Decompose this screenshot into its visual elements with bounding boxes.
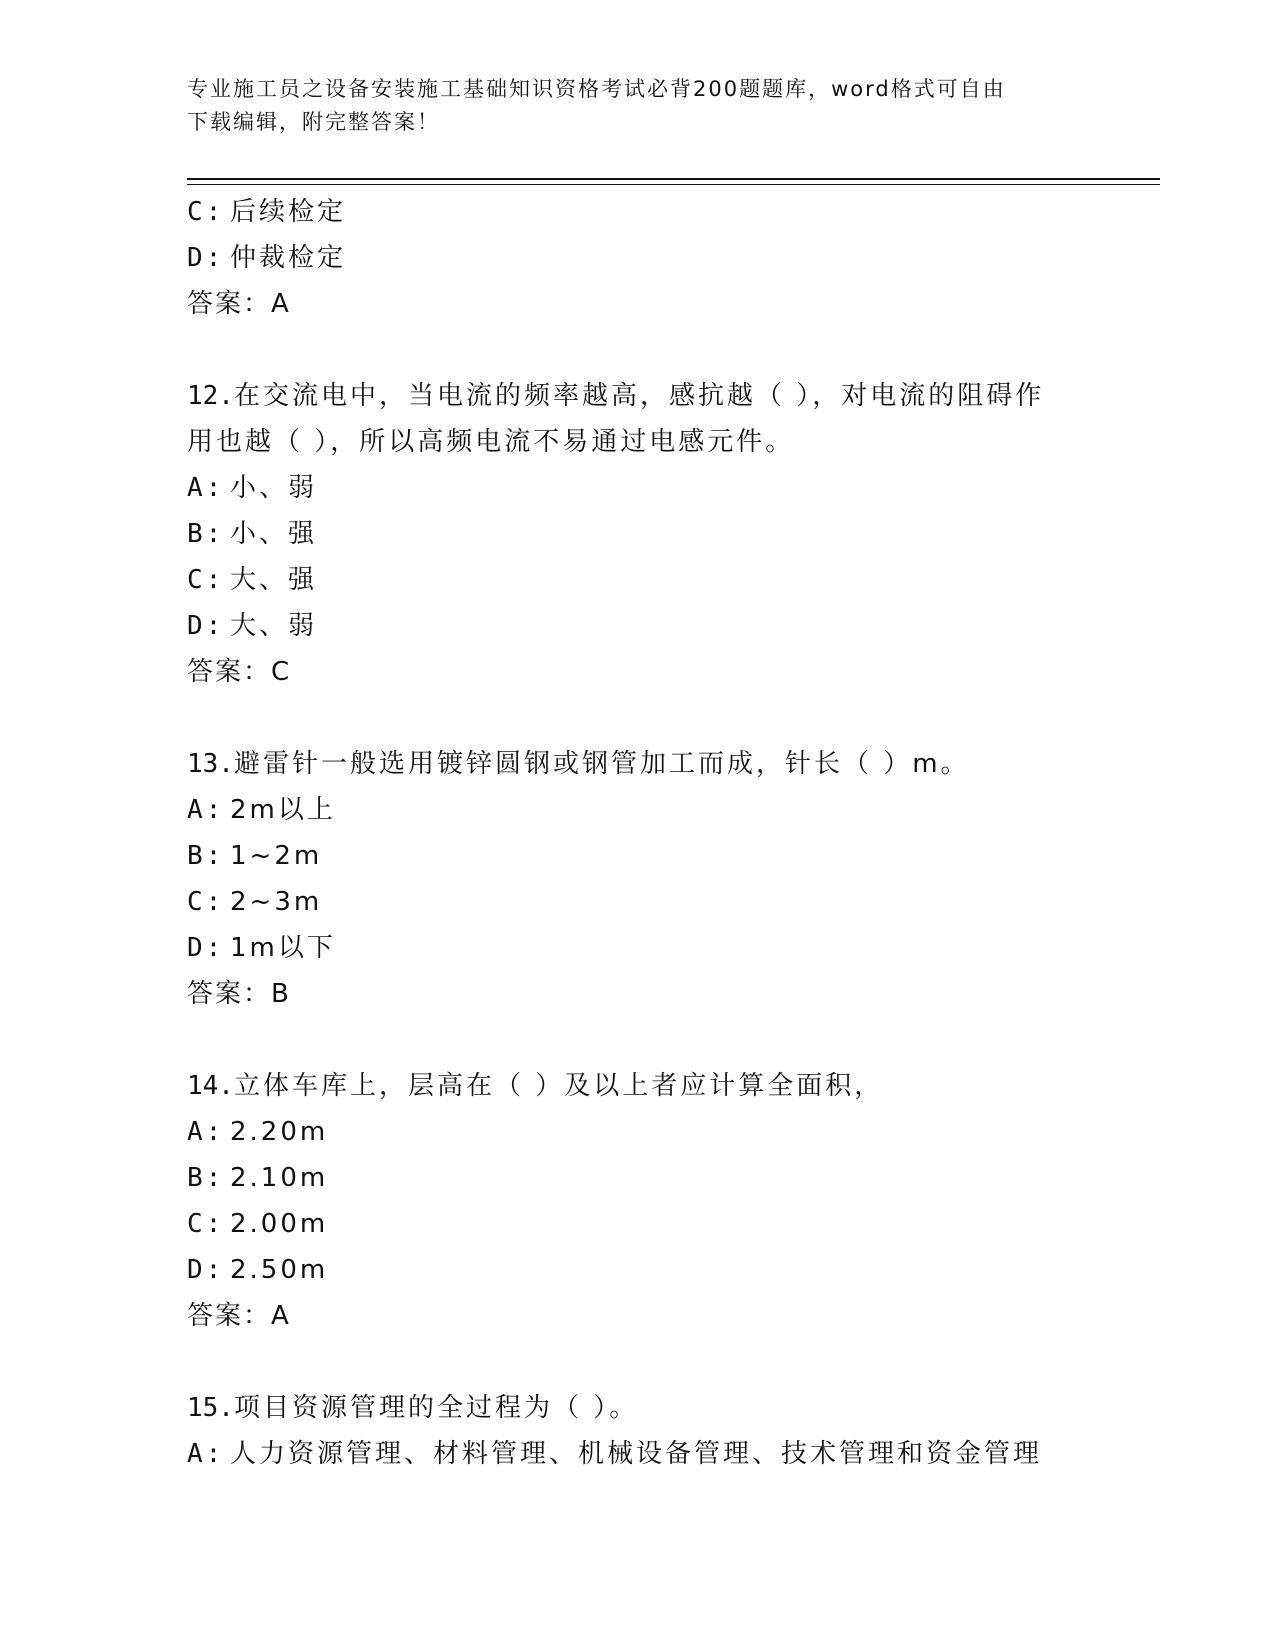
option-b [187, 1155, 1147, 1201]
answer-line [187, 281, 1147, 327]
option-label: A: [187, 1439, 225, 1469]
question-list [187, 189, 1147, 1477]
option-label: D: [187, 611, 225, 641]
option-c [187, 879, 1147, 925]
question-text [187, 373, 1147, 419]
question-number: 13. [187, 749, 234, 779]
option-text: 1~2m [230, 841, 323, 871]
header-line-1: 专业施工员之设备安装施工基础知识资格考试必背200题题库，word格式可自由 [187, 77, 1006, 101]
option-text: 2.10m [230, 1163, 329, 1193]
spacer [187, 327, 1147, 373]
question-12 [187, 373, 1147, 695]
answer-value: B [271, 979, 292, 1009]
option-label: A: [187, 795, 225, 825]
question-text [187, 1063, 1147, 1109]
option-text: 2~3m [230, 887, 323, 917]
answer-label: 答案： [187, 979, 272, 1009]
option-label: D: [187, 1255, 225, 1285]
question-text-line-1: 避雷针一般选用镀锌圆钢或钢管加工而成，针长（ ）m。 [233, 749, 970, 779]
option-d [187, 1247, 1147, 1293]
option-text: 2.50m [230, 1255, 329, 1285]
question-text [187, 741, 1147, 787]
option-a [187, 465, 1147, 511]
question-number: 15. [187, 1393, 234, 1423]
option-text: 大、强 [230, 565, 318, 595]
document-header [187, 73, 1087, 139]
option-text: 1m以下 [230, 933, 336, 963]
option-label: B: [187, 1163, 225, 1193]
option-label: C: [187, 197, 225, 227]
option-text: 后续检定 [230, 197, 347, 227]
header-divider-thick [187, 178, 1160, 180]
option-c [187, 189, 1147, 235]
option-a [187, 1109, 1147, 1155]
option-b [187, 833, 1147, 879]
option-label: C: [187, 1209, 225, 1239]
option-a [187, 787, 1147, 833]
spacer [187, 1017, 1147, 1063]
question-14 [187, 1063, 1147, 1339]
question-15 [187, 1385, 1147, 1477]
spacer [187, 695, 1147, 741]
option-text: 人力资源管理、材料管理、机械设备管理、技术管理和资金管理 [230, 1439, 1043, 1469]
option-d [187, 603, 1147, 649]
option-text: 2.00m [230, 1209, 329, 1239]
spacer [187, 1339, 1147, 1385]
question-11 [187, 189, 1147, 327]
header-divider-thin [187, 184, 1160, 185]
header-line-2: 下载编辑，附完整答案！ [187, 110, 440, 134]
question-number: 12. [187, 381, 234, 411]
option-label: C: [187, 887, 225, 917]
answer-label: 答案： [187, 289, 272, 319]
answer-line [187, 971, 1147, 1017]
option-text: 小、弱 [230, 473, 318, 503]
answer-line [187, 1293, 1147, 1339]
option-d [187, 925, 1147, 971]
option-label: B: [187, 841, 225, 871]
question-13 [187, 741, 1147, 1017]
answer-value: C [271, 657, 293, 687]
answer-label: 答案： [187, 657, 272, 687]
question-text-line-1: 项目资源管理的全过程为（ ）。 [233, 1393, 639, 1423]
answer-value: A [271, 1301, 292, 1331]
option-text: 小、强 [230, 519, 318, 549]
question-text-line-1: 立体车库上，层高在（ ）及以上者应计算全面积， [233, 1071, 884, 1101]
option-d [187, 235, 1147, 281]
question-text-line-2: 用也越（ ），所以高频电流不易通过电感元件。 [187, 427, 795, 457]
option-text: 仲裁检定 [230, 243, 347, 273]
option-label: D: [187, 243, 225, 273]
option-label: D: [187, 933, 225, 963]
option-text: 2m以上 [230, 795, 336, 825]
question-text-line-1: 在交流电中，当电流的频率越高，感抗越（ ），对电流的阻碍作 [233, 381, 1045, 411]
option-label: B: [187, 519, 225, 549]
option-text: 2.20m [230, 1117, 329, 1147]
option-a [187, 1431, 1147, 1477]
answer-label: 答案： [187, 1301, 272, 1331]
option-text: 大、弱 [230, 611, 318, 641]
question-number: 14. [187, 1071, 234, 1101]
option-label: A: [187, 1117, 225, 1147]
option-c [187, 557, 1147, 603]
answer-line [187, 649, 1147, 695]
option-b [187, 511, 1147, 557]
option-label: C: [187, 565, 225, 595]
question-text [187, 1385, 1147, 1431]
option-label: A: [187, 473, 225, 503]
answer-value: A [271, 289, 292, 319]
option-c [187, 1201, 1147, 1247]
